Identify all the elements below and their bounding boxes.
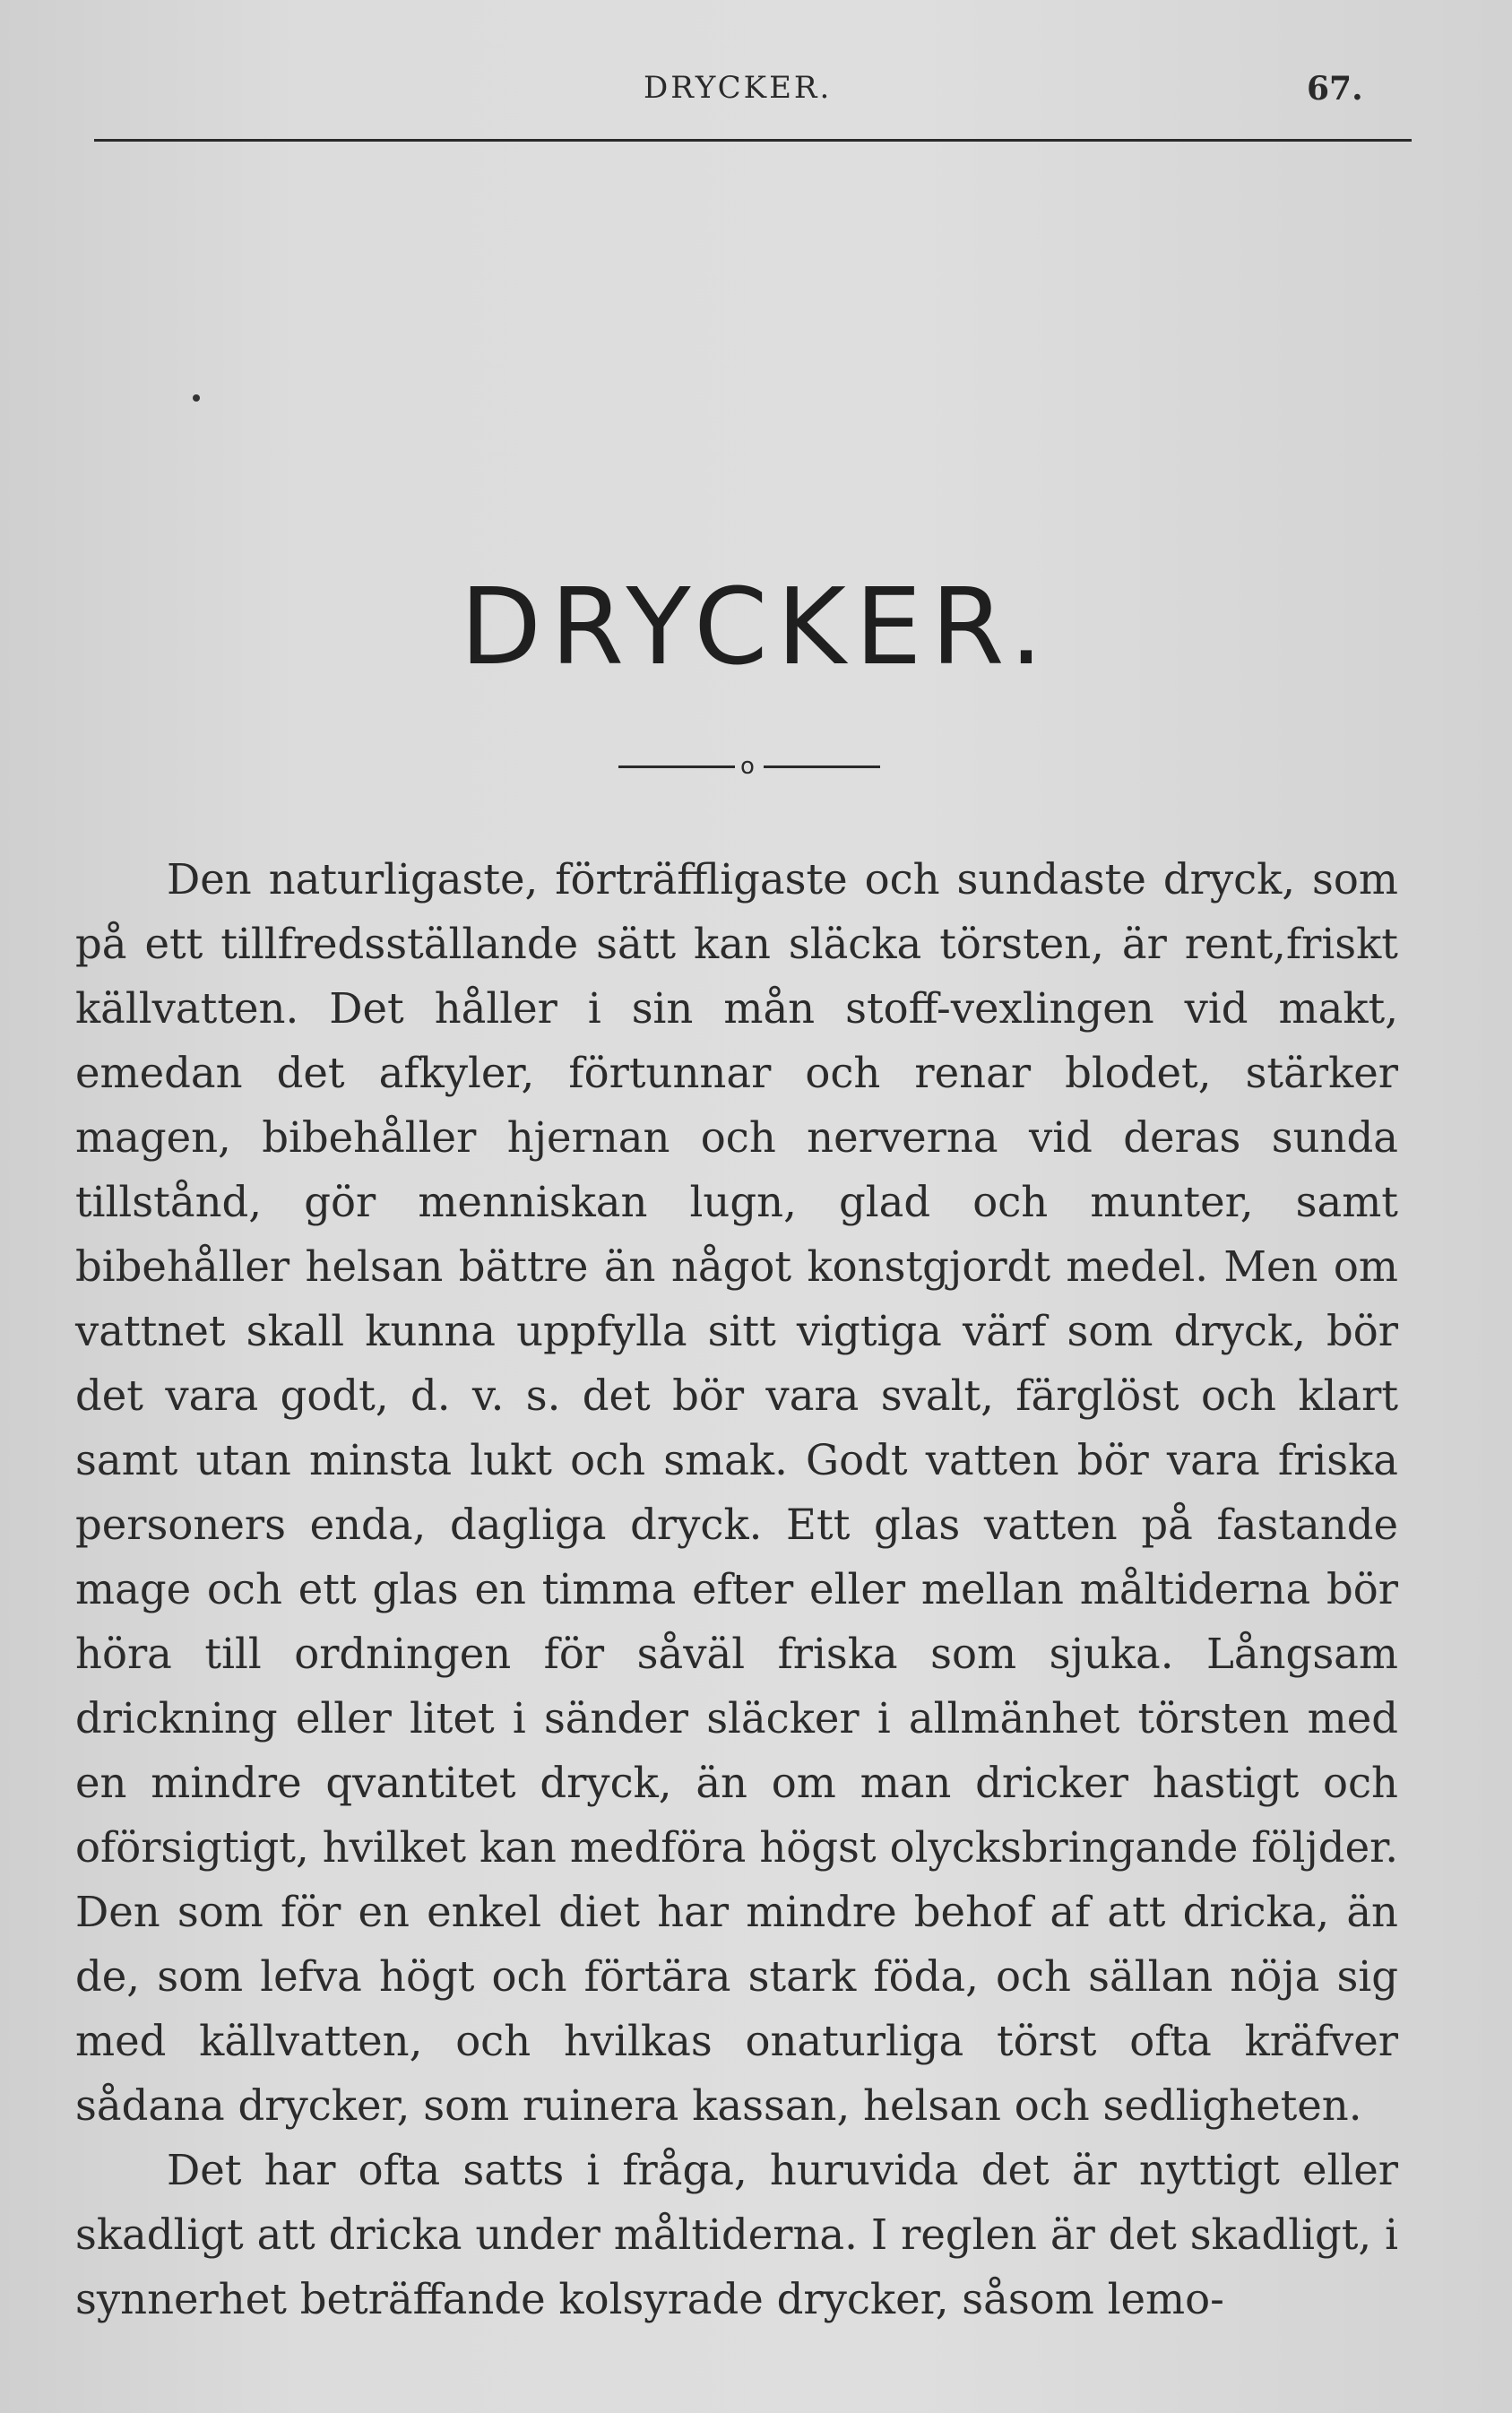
body-text <box>75 847 1398 2331</box>
title-ornament <box>618 753 887 780</box>
ornament-line-right <box>764 765 880 768</box>
running-head-title: DRYCKER. <box>644 70 833 106</box>
header-rule <box>94 139 1412 142</box>
paragraph-2: Det har ofta satts i fråga, huruvida det är nyttigt eller skadligt att dricka under måltiderna. I reglen är det skadligt, i synnerhet beträffande kolsyrade drycker, såsom lemo- <box>75 2146 1398 2323</box>
ink-speck <box>193 394 200 402</box>
running-head <box>0 70 1512 115</box>
page-number: 67. <box>1307 70 1363 108</box>
paragraph-1: Den naturligaste, förträffligaste och sundaste dryck, som på ett tillfredsställande sätt kan släcka törsten, är rent,friskt källvatten. Det håller i sin mån stoff-vexlingen vid makt, emedan det afkyler, förtunnar och renar blodet, stärker magen, bibehåller hjernan och nerverna vid deras sunda tillstånd, gör menniskan lugn, glad och munter, samt bibehåller helsan bättre än något konstgjordt medel. Men om vattnet skall kunna uppfylla sitt vigtiga värf som dryck, bör det vara godt, d. v. s. det bör vara svalt, färglöst och klart samt utan minsta lukt och smak. Godt vatten bör vara friska personers enda, dagliga dryck. Ett glas vatten på fastande mage och ett glas en timma efter eller mellan måltiderna bör höra till ordningen för såväl friska som sjuka. Långsam drickning eller litet i sänder släcker i allmänhet törsten med en mindre qvantitet dryck, än om man dricker hastigt och oförsigtigt, hvilket kan medföra högst olycksbringande följder. Den som för en enkel diet har mindre behof af att dricka, än de, som lefva högt och förtära stark föda, och sällan nöja sig med källvatten, och hvilkas onaturliga törst ofta kräfver sådana drycker, som ruinera kassan, helsan och sedligheten. <box>75 855 1398 2130</box>
ornament-line-left <box>618 765 735 768</box>
ornament-mark: o <box>740 753 755 780</box>
chapter-title: DRYCKER. <box>460 565 1052 688</box>
